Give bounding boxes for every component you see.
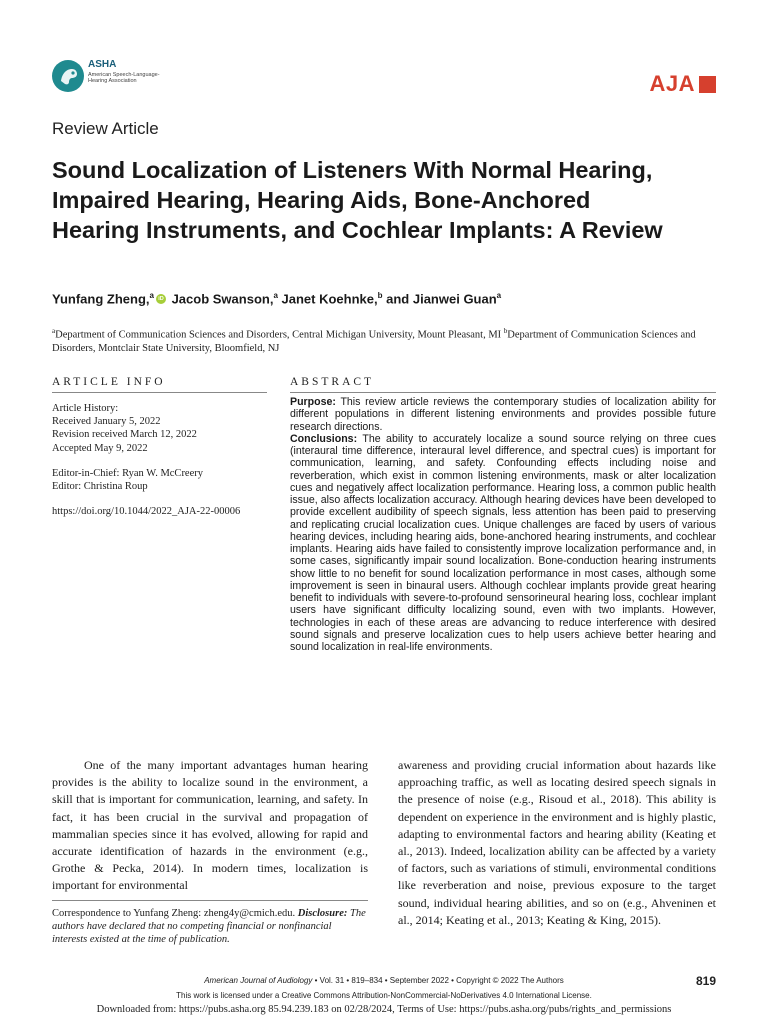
abstract bbox=[290, 396, 716, 653]
author-affil-sup: b bbox=[377, 291, 383, 300]
page-number: 819 bbox=[695, 974, 716, 988]
logo-brand: ASHA bbox=[88, 59, 117, 70]
received-date: Received January 5, 2022 bbox=[52, 416, 161, 428]
author-affil-sup: a bbox=[496, 291, 502, 300]
author-name: Janet Koehnke, bbox=[281, 291, 378, 307]
affil-sup: b bbox=[503, 327, 508, 335]
correspondence-text: Correspondence to Yunfang Zheng: zheng4y@cmich.edu. bbox=[52, 908, 296, 919]
revised-date: Revision received March 12, 2022 bbox=[52, 429, 197, 441]
affiliation-a: Department of Communication Sciences and Disorders, Central Michigan University, Mount Pleasant, MI bbox=[55, 329, 502, 341]
accepted-date: Accepted May 9, 2022 bbox=[52, 442, 148, 454]
journal-abbrev: AJA bbox=[649, 71, 695, 96]
purpose-label: Purpose: bbox=[290, 396, 336, 408]
abstract-conclusions bbox=[290, 433, 716, 654]
conclusions-text: The ability to accurately localize a sound source relying on three cues (interaural time difference, interaural level difference, and spectral cues) is important for communication, learning, and safety. Confounding effects including noise and reverberation, which exist in common listening environments, mask or alter localization cues and negatively affect localization performance. Hearing loss, a common public health issue, also affects localization accuracy. Although hearing devices have been developed to provide excellent audibility of speech signals, less attention has been paid to preserving and replicating crucial localization cues. Unique challenges are faced by users of various hearing devices, including hearing aids, bone-anchored hearing instruments, and cochlear implants. Hearing aids have failed to consistently improve localization performance and, in some cases, significantly impair sound localization. Bone-conduction hearing instruments show little to no benefit for sound localization performance in most cases, although some improvement is seen in binaural users. Although cochlear implants provide great hearing benefit to individuals with severe-to-profound sensorineural hearing loss, cochlear implant users have significant difficulty localizing sound, even with two implants. However, technologies in each of these areas are advancing to reduce interference with desired sound signals and preserve localization cues to help users achieve better hearing and sound localization in real-life environments. bbox=[290, 432, 716, 653]
article-title: Sound Localization of Listeners With Normal Hearing, Impaired Hearing, Hearing Aids, Bone-Anchored Hearing Instruments, and Cochlear Implants: A Review bbox=[52, 157, 663, 243]
abstract-purpose bbox=[290, 396, 716, 433]
article-info bbox=[52, 402, 272, 518]
journal-name: American Journal of Audiology bbox=[204, 976, 313, 985]
asha-logo-icon bbox=[52, 60, 84, 92]
license-line[interactable]: This work is licensed under a Creative Commons Attribution-NonCommercial-NoDerivatives 4.0 International License. bbox=[176, 991, 592, 1000]
journal-logo-square-icon bbox=[699, 76, 716, 93]
affiliations bbox=[52, 325, 722, 356]
body-column-right: awareness and providing crucial information about hazards like approaching traffic, as well as locating desired speech signals in the presence of noise (e.g., Risoud et al., 2018). This ability is dependent on experience in the environment and is highly plastic, adapting to environmental factors and hearing ability (Keating et al., 2013). Indeed, localization ability can be affected by a variety of factors, such as variations of stimuli, environmental conditions like reverberation and noise, previous exposure to the target sound, individual hearing abilities, and so on (e.g., Ahveninen et al., 2014; Keating et al., 2013; Keating & King, 2015). bbox=[398, 758, 716, 927]
author-name: and Jianwei Guan bbox=[386, 291, 497, 307]
disclosure-text: The authors have declared that no competing financial or nonfinancial interests existed at the time of publication. bbox=[52, 908, 366, 945]
author-name: Jacob Swanson, bbox=[171, 291, 274, 307]
editor-in-chief: Editor-in-Chief: Ryan W. McCreery bbox=[52, 467, 204, 479]
affil-sup: a bbox=[52, 327, 56, 335]
orcid-icon[interactable]: iD bbox=[156, 294, 166, 304]
author-affil-sup: a bbox=[273, 291, 278, 300]
article-type: Review Article bbox=[52, 119, 159, 138]
logo-subtitle: American Speech-Language-Hearing Association bbox=[88, 72, 160, 84]
author-affil-sup: a bbox=[149, 291, 154, 300]
download-line: Downloaded from: https://pubs.asha.org 85.94.239.183 on 02/28/2024, Terms of Use: https://pubs.asha.org/pubs/rights_and_permissions bbox=[96, 1004, 672, 1015]
footnote-rule bbox=[52, 900, 368, 901]
asha-logo bbox=[52, 60, 172, 96]
citation-text: • Vol. 31 • 819–834 • September 2022 • Copyright © 2022 The Authors bbox=[314, 976, 564, 985]
editor: Editor: Christina Roup bbox=[52, 481, 148, 493]
article-info-heading: ARTICLE INFO bbox=[52, 376, 166, 388]
body-column-left: One of the many important advantages human hearing provides is the ability to localize sound in the environment, a skill that is important for communication, learning, and safety. In fact, it has been crucial in the survival and propagation of mammalian species since it has evolved, allowing for rapid and accurate identification of hazards in the environment (e.g., Grothe & Pecka, 2014). In modern times, localization is important for environmental bbox=[52, 758, 368, 893]
journal-logo bbox=[649, 72, 716, 96]
doi-link[interactable]: https://doi.org/10.1044/2022_AJA-22-00006 bbox=[52, 506, 241, 518]
purpose-text: This review article reviews the contemporary studies of localization ability for different populations in different listening environments and provides possible future research directions. bbox=[290, 396, 716, 433]
abstract-heading: ABSTRACT bbox=[290, 376, 375, 388]
abstract-rule bbox=[290, 392, 716, 393]
disclosure-label: Disclosure: bbox=[297, 908, 348, 919]
author-name: Yunfang Zheng, bbox=[52, 291, 150, 307]
correspondence-note bbox=[52, 907, 368, 946]
affiliation-b: Department of Communication Sciences and Disorders, Montclair State University, Bloomfield, NJ bbox=[52, 329, 696, 354]
history-label: Article History: bbox=[52, 403, 119, 414]
conclusions-label: Conclusions: bbox=[290, 432, 358, 445]
article-info-rule bbox=[52, 392, 267, 393]
author-list bbox=[52, 291, 712, 306]
footer-citation bbox=[0, 976, 768, 985]
